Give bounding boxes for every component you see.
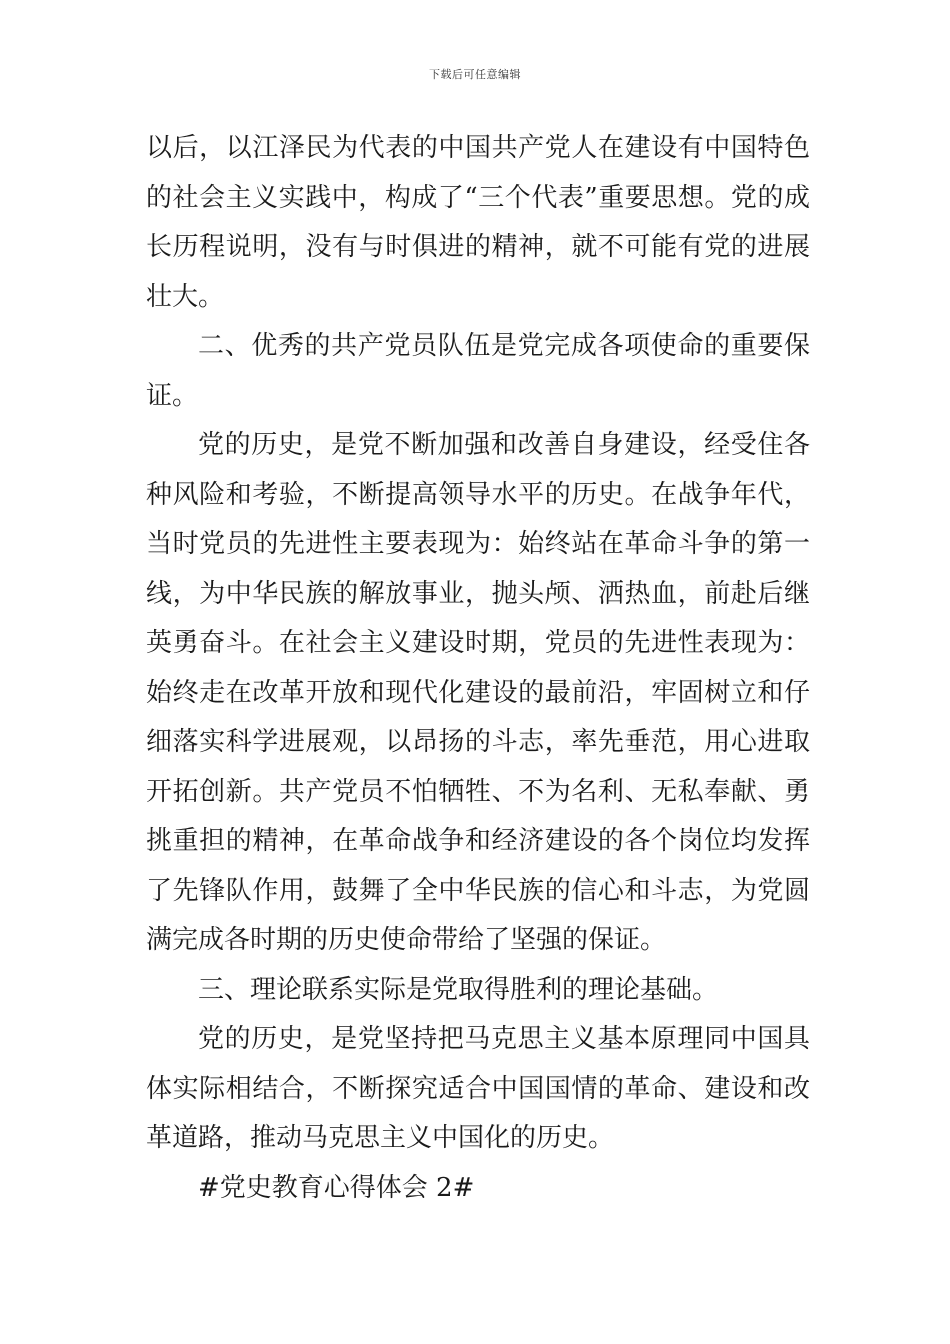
section-heading-3: 三、理论联系实际是党取得胜利的理论基础。: [198, 974, 719, 1005]
paragraph-continuation: 以后，以江泽民为代表的中国共产党人在建设有中国特色的社会主义实践中，构成了“三个代表”重要思想。党的成长历程说明，没有与时俱进的精神，就不可能有党的进展壮大。: [146, 133, 810, 312]
page-header: 下载后可任意编辑: [429, 68, 521, 81]
paragraph-theory-practice: 党的历史，是党坚持把马克思主义基本原理同中国具体实际相结合，不断探究适合中国国情的革命、建设和改革道路，推动马克思主义中国化的历史。: [146, 1024, 810, 1153]
paragraph-party-history: 党的历史，是党不断加强和改善自身建设，经受住各种风险和考验，不断提高领导水平的历史。在战争年代，当时党员的先进性主要表现为：始终站在革命斗争的第一线，为中华民族的解放事业，抛头颅、洒热血，前赴后继英勇奋斗。在社会主义建设时期，党员的先进性表现为：始终走在改革开放和现代化建设的最前沿，牢固树立和仔细落实科学进展观，以昂扬的斗志，率先垂范，用心进取开拓创新。共产党员不怕牺牲、不为名利、无私奉献、勇挑重担的精神，在革命战争和经济建设的各个岗位均发挥了先锋队作用，鼓舞了全中华民族的信心和斗志，为党圆满完成各时期的历史使命带给了坚强的保证。: [146, 430, 810, 955]
section-heading-2: 二、优秀的共产党员队伍是党完成各项使命的重要保证。: [146, 331, 810, 411]
next-article-title: #党史教育心得体会 2#: [198, 1172, 475, 1203]
document-body: [146, 124, 810, 1213]
